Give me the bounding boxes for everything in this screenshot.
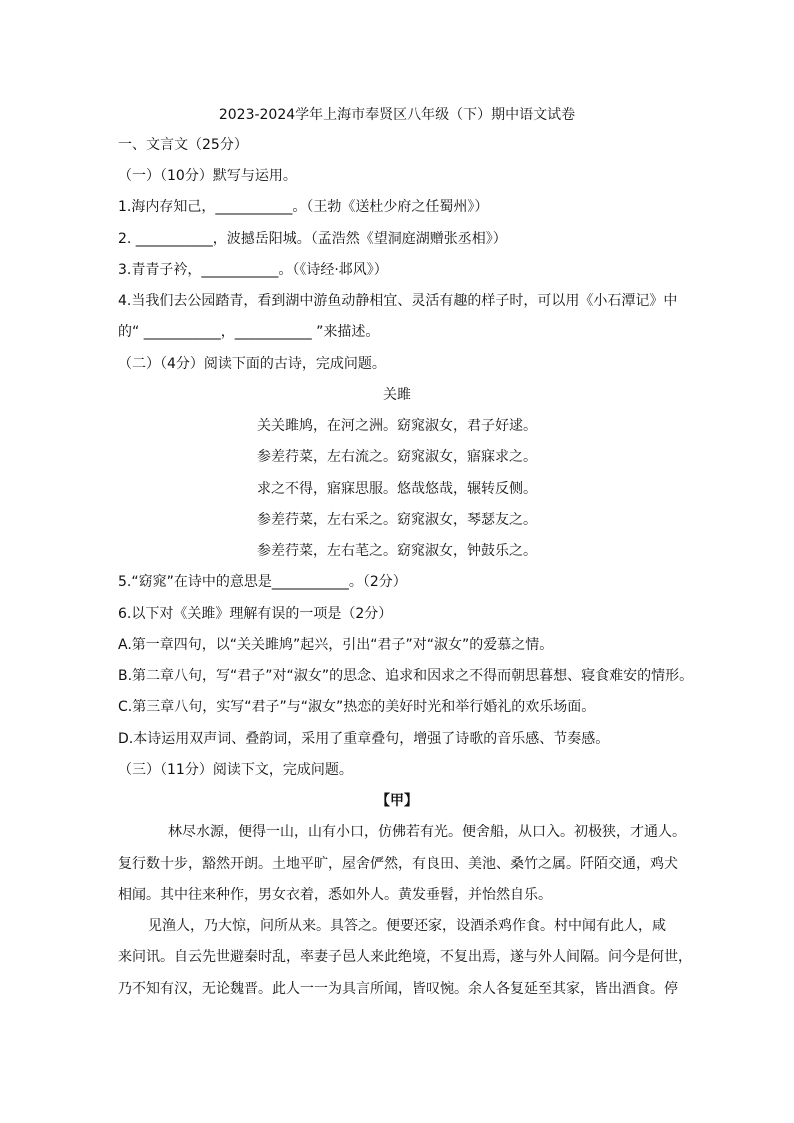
poem-line: 参差荇菜，左右芼之。窈窕淑女，钟鼓乐之。	[257, 543, 537, 559]
part2-heading: （二）（4分）阅读下面的古诗，完成问题。	[118, 356, 386, 372]
passage-line: 见渔人，乃大惊，问所从来。具答之。便要还家，设酒杀鸡作食。村中闻有此人，咸	[148, 918, 666, 934]
poem-line: 参差荇菜，左右流之。窈窕淑女，寤寐求之。	[257, 449, 537, 465]
question-4-line-1: 4.当我们去公园踏青，看到湖中游鱼动静相宜、灵活有趣的样子时，可以用《小石潭记》中	[118, 293, 678, 309]
option-d: D.本诗运用双声词、叠韵词，采用了重章叠句，增强了诗歌的音乐感、节奏感。	[118, 731, 610, 747]
page-title: 2023-2024学年上海市奉贤区八年级（下）期中语文试卷	[218, 107, 576, 123]
poem-line: 求之不得，寤寐思服。悠哉悠哉，辗转反侧。	[257, 481, 537, 497]
passage-line: 林尽水源，便得一山，山有小口，仿佛若有光。便舍船，从口入。初极狭，才通人。	[168, 824, 686, 840]
part3-heading: （三）（11分）阅读下文，完成问题。	[118, 762, 353, 778]
question-2: 2. ___________，波撼岳阳城。（孟浩然《望洞庭湖赠张丞相》）	[118, 231, 507, 247]
poem-title: 关雎	[383, 387, 411, 403]
passage-line: 来问讯。自云先世避秦时乱，率妻子邑人来此绝境，不复出焉，遂与外人间隔。问今是何世，	[118, 949, 692, 965]
question-1: 1.海内存知己，___________。（王勃《送杜少府之任蜀州》）	[118, 199, 489, 215]
question-5: 5.“窈窕”在诗中的意思是___________。（2分）	[118, 574, 407, 590]
question-3: 3.青青子衿，___________。（《诗经·邶风》）	[118, 262, 388, 278]
question-6: 6.以下对《关雎》理解有误的一项是（2分）	[118, 606, 393, 622]
poem-line: 参差荇菜，左右采之。窈窕淑女，琴瑟友之。	[257, 512, 537, 528]
poem-line: 关关雎鸠，在河之洲。窈窕淑女，君子好逑。	[257, 418, 537, 434]
passage-label-jia: 【甲】	[376, 793, 418, 809]
passage-line: 相闻。其中往来种作，男女衣着，悉如外人。黄发垂髫，并怡然自乐。	[118, 887, 552, 903]
option-b: B.第二章八句，写“君子”对“淑女”的思念、追求和因求之不得而朝思暮想、寝食难安的情形。	[118, 668, 694, 684]
part1-heading: （一）（10分）默写与运用。	[118, 168, 297, 184]
option-c: C.第三章八句，实写“君子”与“淑女”热恋的美好时光和举行婚礼的欢乐场面。	[118, 699, 596, 715]
passage-line: 乃不知有汉，无论魏晋。此人一一为具言所闻，皆叹惋。余人各复延至其家，皆出酒食。停	[118, 981, 678, 997]
passage-line: 复行数十步，豁然开朗。土地平旷，屋舍俨然，有良田、美池、桑竹之属。阡陌交通，鸡犬	[118, 856, 678, 872]
section-heading: 一、文言文（25分）	[118, 137, 248, 153]
question-4-line-2: 的“ ___________，___________ ”来描述。	[118, 324, 380, 340]
option-a: A.第一章四句，以“关关雎鸠”起兴，引出“君子”对“淑女”的爱慕之情。	[118, 637, 554, 653]
